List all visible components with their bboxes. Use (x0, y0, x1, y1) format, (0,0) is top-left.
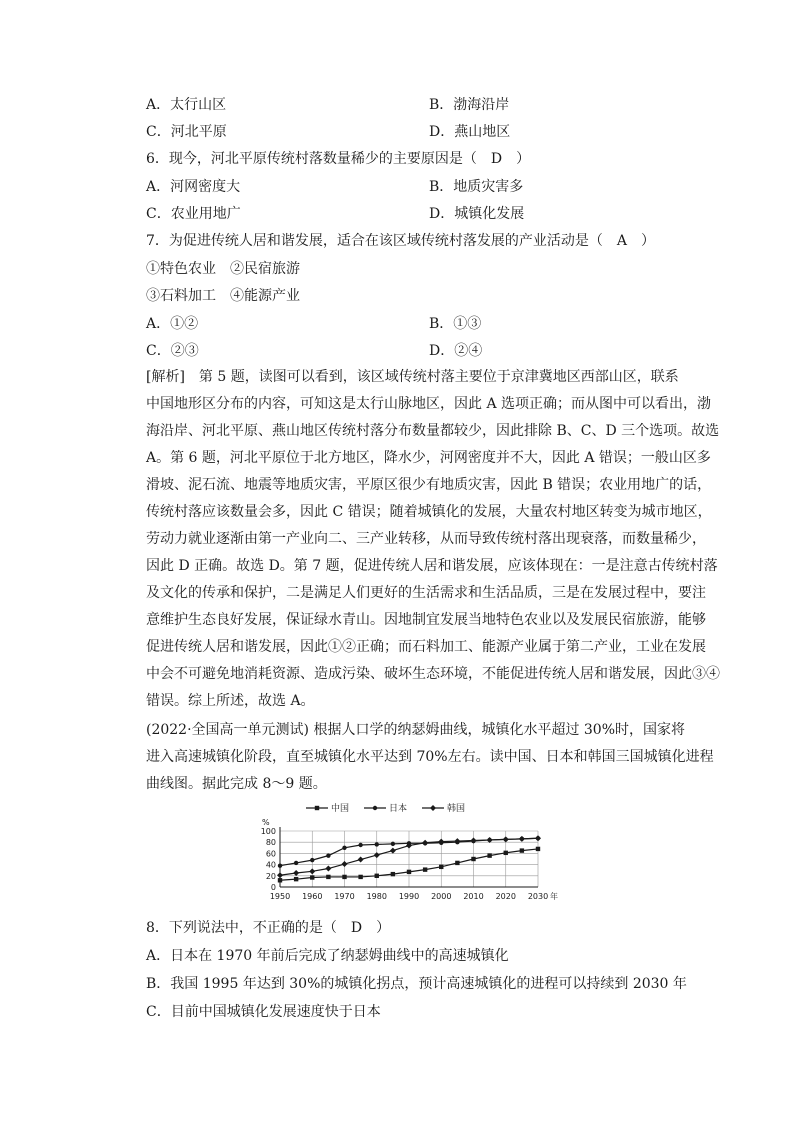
q7-option-d: D．②④ (429, 343, 483, 359)
data-point (326, 853, 330, 857)
data-point (503, 836, 509, 842)
q8-option-c: C．目前中国城镇化发展速度快于日本 (146, 1004, 381, 1020)
data-point (375, 842, 379, 846)
x-tick-label: 2000 (431, 892, 452, 901)
q7-option-c: C．②③ (146, 343, 199, 359)
q7-stem: 7．为促进传统人居和谐发展，适合在该区域传统村落发展的产业活动是（ A ） (146, 233, 656, 249)
q8-stem: 8．下列说法中，不正确的是（ D ） (146, 920, 391, 936)
data-point (342, 846, 346, 850)
data-point (358, 875, 362, 879)
q6-option-d: D．城镇化发展 (429, 206, 525, 222)
data-point (520, 848, 524, 852)
data-point (310, 875, 314, 879)
x-tick-label: 2020 (495, 892, 516, 901)
legend-label: 中国 (331, 804, 350, 814)
analysis-line: [解析] 第 5 题，读图可以看到，该区域传统村落主要位于京津冀地区西部山区，联系 (146, 369, 679, 385)
analysis-line: 传统村落应该数量会多，因此 C 错误；随着城镇化的发展，大量农村地区转变为城市地区， (146, 504, 712, 520)
data-point (277, 872, 283, 878)
q6-stem: 6．现今，河北平原传统村落数量稀少的主要原因是（ D ） (146, 151, 531, 167)
data-point (390, 848, 396, 854)
data-point (439, 865, 443, 869)
q6-option-b: B．地质灾害多 (429, 179, 524, 195)
x-axis-label: 年 (550, 892, 558, 901)
x-tick-label: 1960 (302, 892, 323, 901)
legend-label: 韩国 (447, 804, 466, 814)
data-point (309, 868, 315, 874)
legend-marker (373, 806, 377, 810)
q7-items-row-1: ①特色农业 ②民宿旅游 (146, 261, 300, 277)
data-point (504, 851, 508, 855)
data-point (391, 872, 395, 876)
q6-option-a: A．河网密度大 (146, 179, 241, 195)
intro-line: 进入高速城镇化阶段，直至城镇化水平达到 70%左右。读中国、日本和韩国三国城镇化进程 (146, 749, 714, 765)
data-point (278, 878, 282, 882)
data-point (535, 835, 541, 841)
data-point (325, 866, 331, 872)
x-tick-label: 1950 (269, 892, 291, 901)
data-point (471, 857, 475, 861)
data-point (358, 857, 364, 863)
y-tick-label: 60 (265, 849, 276, 859)
data-point (471, 838, 477, 844)
data-point (294, 861, 298, 865)
x-tick-label: 2030 (527, 892, 549, 901)
data-point (422, 840, 428, 846)
analysis-line: 错误。综上所述，故选 A。 (146, 693, 315, 709)
legend-label: 日本 (389, 804, 408, 814)
analysis-line: 意维护生态良好发展，保证绿水青山。因地制宜发展当地特色农业以及发展民宿旅游，能够 (146, 612, 706, 628)
data-point (438, 839, 444, 845)
data-point (519, 836, 525, 842)
data-point (342, 861, 348, 867)
y-tick-label: 20 (265, 871, 276, 881)
q5-option-b: B．渤海沿岸 (429, 97, 510, 113)
analysis-line: 中会不可避免地消耗资源、造成污染、破坏生态环境，不能促进传统人居和谐发展，因此③④ (146, 666, 720, 682)
intro-line: (2022·全国高一单元测试) 根据人口学的纳瑟姆曲线，城镇化水平超过 30%时，国家将 (146, 722, 686, 738)
data-point (374, 852, 380, 858)
data-point (294, 877, 298, 881)
x-tick-label: 1990 (398, 892, 420, 901)
y-tick-label: 0 (270, 883, 276, 892)
analysis-line: 及文化的传承和保护，二是满足人们更好的生活需求和生活品质，三是在发展过程中，要注 (146, 585, 706, 601)
data-point (358, 843, 362, 847)
analysis-line: 促进传统人居和谐发展，因此①②正确；而石料加工、能源产业属于第二产业，工业在发展 (146, 639, 706, 655)
x-tick-label: 1970 (334, 892, 355, 901)
data-point (407, 870, 411, 874)
analysis-line: 海沿岸、河北平原、燕山地区传统村落分布数量都较少，因此排除 B、C、D 三个选项。故选 (146, 423, 720, 439)
intro-line: 曲线图。据此完成 8～9 题。 (146, 776, 327, 792)
data-point (342, 875, 346, 879)
data-point (487, 853, 491, 857)
x-tick-label: 2010 (463, 892, 484, 901)
data-point (536, 847, 540, 851)
q8-option-a: A．日本在 1970 年前后完成了纳瑟姆曲线中的高速城镇化 (146, 948, 509, 964)
data-point (278, 864, 282, 868)
data-point (455, 861, 459, 865)
legend-marker (430, 805, 436, 811)
data-point (326, 875, 330, 879)
q5-option-c: C．河北平原 (146, 124, 227, 140)
analysis-line: 滑坡、泥石流、地震等地质灾害，平原区很少有地质灾害，因此 B 错误；农业用地广的话， (146, 477, 712, 493)
legend-marker (315, 806, 319, 810)
urbanization-chart (248, 797, 568, 909)
analysis-line: 劳动力就业逐渐由第一产业向二、三产业转移，从而导致传统村落出现衰落，而数量稀少， (146, 531, 706, 547)
y-tick-label: 40 (265, 860, 276, 870)
x-tick-label: 1980 (366, 892, 387, 901)
y-tick-label: 80 (265, 838, 276, 848)
q7-option-b: B．①③ (429, 316, 482, 332)
q7-items-row-2: ③石料加工 ④能源产业 (146, 288, 300, 304)
analysis-line: 中国地形区分布的内容，可知这是太行山脉地区，因此 A 选项正确；而从图中可以看出，渤 (146, 396, 712, 412)
data-point (454, 838, 460, 844)
data-point (375, 874, 379, 878)
data-point (293, 870, 299, 876)
q6-option-c: C．农业用地广 (146, 206, 241, 222)
q7-option-a: A．①② (146, 316, 199, 332)
q5-option-a: A．太行山区 (146, 97, 227, 113)
data-point (391, 842, 395, 846)
y-axis-label: % (262, 818, 270, 827)
analysis-line: 因此 D 正确。故选 D。第 7 题，促进传统人居和谐发展，应该体现在：一是注意古传统村落 (146, 558, 718, 574)
q8-option-b: B．我国 1995 年达到 30%的城镇化拐点，预计高速城镇化的进程可以持续到 2030 年 (146, 976, 687, 992)
y-tick-label: 100 (260, 827, 276, 836)
data-point (423, 867, 427, 871)
data-point (310, 858, 314, 862)
q5-option-d: D．燕山地区 (429, 124, 511, 140)
analysis-line: A。第 6 题，河北平原位于北方地区，降水少，河网密度并不大，因此 A 错误；一般山区多 (146, 450, 711, 466)
